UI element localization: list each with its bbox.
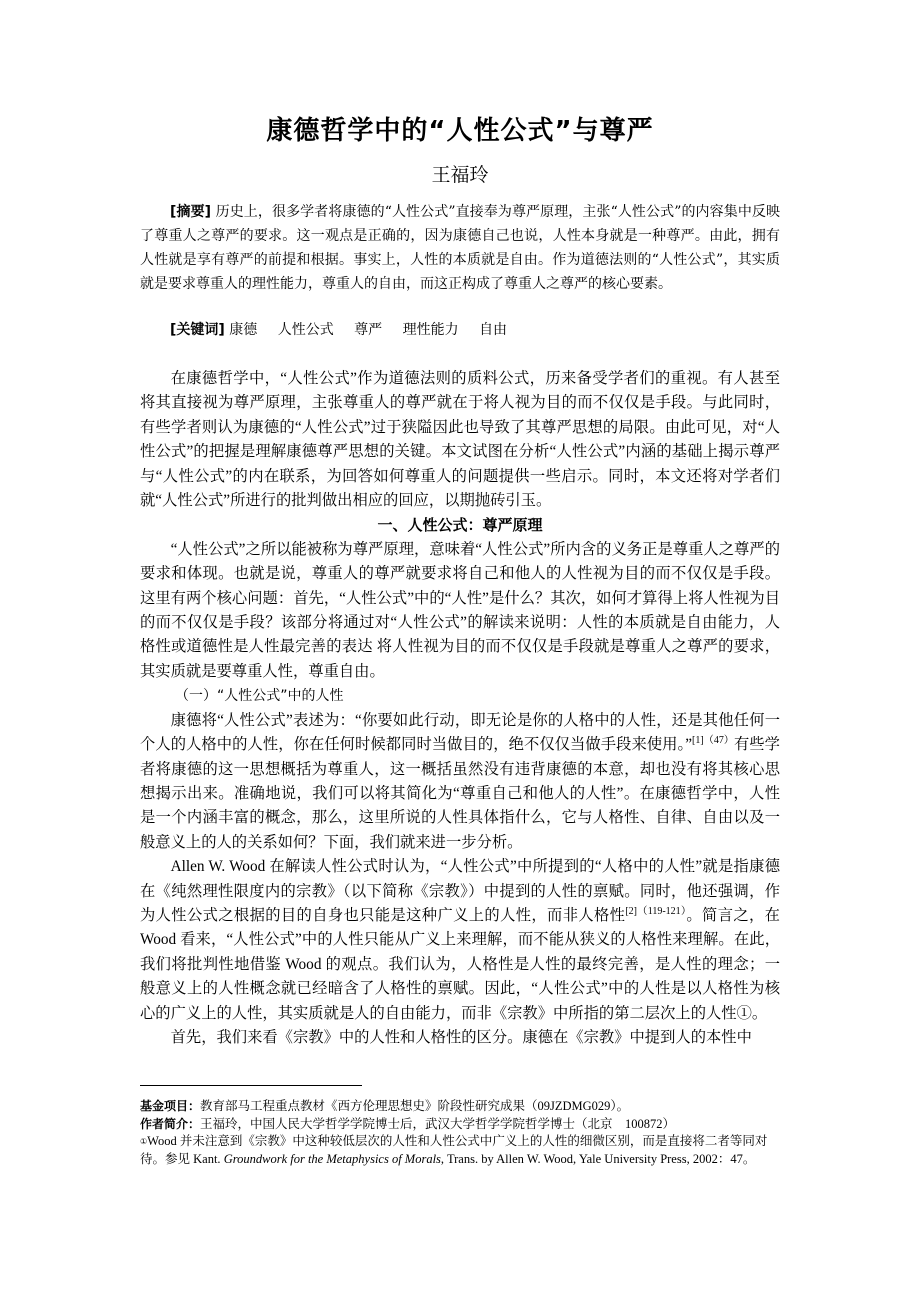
author-name: 王福玲: [431, 164, 489, 186]
keyword-item: 人性公式: [277, 322, 334, 338]
fund-label: 基金项目：: [140, 1099, 201, 1113]
section-heading: 一、人性公式：尊严原理: [377, 516, 543, 535]
footnote-divider: [140, 1085, 362, 1086]
keyword-item: 理性能力: [402, 322, 459, 338]
intro-paragraph: 在康德哲学中，“人性公式”作为道德法则的质料公式，历来备受学者们的重视。有人甚至将其直接视为尊严原理，主张尊重人的尊严就在于将人视为目的而不仅仅是手段。与此同时，有些学者则认为康德的“人性公式”过于狭隘因此也导致了其尊严思想的局限。由此可见，对“人性公式”的把握是理解康德尊严思想的关键。本文试图在分析“人性公式”内涵的基础上揭示尊严与“人性公式”的内在联系，为回答如何尊重人的问题提供一些启示。同时，本文还将对学者们就“人性公式”所进行的批判做出相应的回应，以期抛砖引玉。: [140, 370, 780, 510]
paragraph-text: 。简言之，在 Wood 看来，“人性公式”中的人性只能从广义上来理解，而不能从狭义的人格性来理解。在此，我们将批判性地借鉴 Wood 的观点。我们认为，人格性是人性的最终完善，是人性的理念；一般意义上的人性概念就已经暗含了人格性的禀赋。因此，“人性公式”中的人性是以人格性为核心的广义上的人性，其实质就是人的自由能力，而非《宗教》中所指的第二层次上的人性①。: [140, 906, 780, 1022]
abstract: [140, 200, 780, 296]
author-label: 作者简介：: [140, 1116, 201, 1131]
paper-page: [140, 0, 780, 1302]
body-paragraph: [140, 855, 780, 1026]
citation-ref: [1]（47）: [692, 735, 734, 746]
paragraph-text: Allen W. Wood 在解读人性公式时认为，“人性公式”中所提到的“人格中的人性”就是指康德在《纯然理性限度内的宗教》（以下简称《宗教》）中提到的人性的禀赋。同时，他还强调，作为人性公式之根据的目的自身也只能是这种广义上的人性，而非人格性: [140, 858, 780, 924]
body-paragraph: 首先，我们来看《宗教》中的人性和人格性的区分。康德在《宗教》中提到人的本性中: [170, 1028, 752, 1046]
paragraph-text: 有些学者将康德的这一思想概括为尊重人，这一概括虽然没有违背康德的本意，却也没有将其核心思想揭示出来。准确地说，我们可以将其简化为“尊重自己和他人的人性”。在康德哲学中，人性是一个内涵丰富的概念，那么，这里所说的人性具体指什么，它与人格性、自律、自由以及一般意义上的人的关系如何？下面，我们就来进一步分析。: [140, 736, 780, 851]
author-note: [140, 1116, 780, 1134]
body-paragraph: [140, 709, 780, 855]
footnote-1: [140, 1133, 780, 1168]
book-title: Groundwork for the Metaphysics of Morals: [223, 1151, 441, 1166]
fund-text: 教育部马工程重点教材《西方伦理思想史》阶段性研究成果（09JZDMG029）。: [200, 1099, 630, 1113]
author-text: 王福玲，中国人民大学哲学学院博士后，武汉大学哲学学院哲学博士（北京 100872）: [200, 1116, 676, 1131]
keywords: [170, 318, 780, 342]
footnotes: [140, 1098, 780, 1168]
abstract-text: 历史上，很多学者将康德的“人性公式”直接奉为尊严原理，主张“人性公式”的内容集中反映了尊重人之尊严的要求。这一观点是正确的，因为康德自己也说，人性本身就是一种尊严。由此，拥有人性就是享有尊严的前提和根据。事实上，人性的本质就是自由。作为道德法则的“人性公式”，其实质就是要求尊重人的理性能力，尊重人的自由，而这正构成了尊重人之尊严的核心要素。: [140, 204, 780, 292]
paper-title: 康德哲学中的“人性公式”与尊严: [266, 116, 654, 146]
article-body: [140, 367, 780, 1050]
paragraph-text: 康德将“人性公式”表述为：“你要如此行动，即无论是你的人格中的人性，还是其他任何一个人的人格中的人性，你在任何时候都同时当做目的，绝不仅仅当做手段来使用。”: [140, 711, 780, 754]
footnote-text: Wood 并未注意到《宗教》中这种较低层次的人性和人性公式中广义上的人性的细微区别，而是直接将二者等同对待。参见 Kant.: [140, 1134, 768, 1166]
keyword-item: 尊严: [354, 322, 383, 338]
body-paragraph: “人性公式”之所以能被称为尊严原理，意味着“人性公式”所内含的义务正是尊重人之尊严的要求和体现。也就是说，尊重人的尊严就要求将自己和他人的人性视为目的而不仅仅是手段。这里有两个核心问题：首先，“人性公式”中的“人性”是什么？其次，如何才算得上将人性视为目的而不仅仅是手段？该部分将通过对“人性公式”的解读来说明：人性的本质就是自由能力，人格性或道德性是人性最完善的表达 将人性视为目的而不仅仅是手段就是尊重人之尊严的要求，其实质就是要尊重人性，尊重自由。: [140, 540, 780, 680]
footnote-mark: ①: [140, 1137, 148, 1146]
fund-note: [140, 1098, 780, 1116]
footnote-text: , Trans. by Allen W. Wood, Yale University Press, 2002：47。: [440, 1151, 756, 1166]
citation-ref: [2]（119-121）: [625, 905, 687, 917]
keyword-item: 自由: [479, 322, 508, 338]
keywords-label: [关键词]: [170, 322, 225, 338]
abstract-label: [摘要]: [170, 204, 212, 220]
keyword-item: 康德: [229, 322, 258, 338]
subsection-heading: （一）“人性公式”中的人性: [175, 688, 344, 705]
